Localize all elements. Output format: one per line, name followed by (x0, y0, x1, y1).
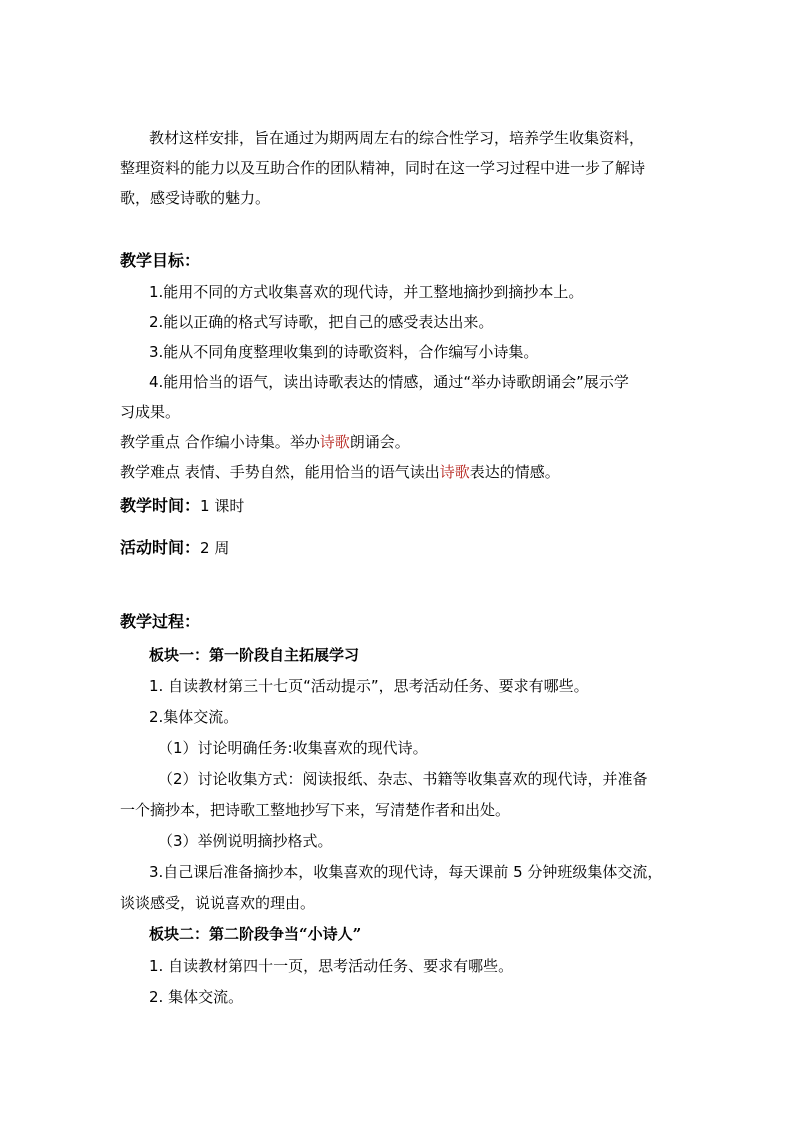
block1-step-1: 1. 自读教材第三十七页“活动提示”，思考活动任务、要求有哪些。 (149, 677, 589, 695)
goal-item-4-cont: 习成果。 (120, 403, 181, 421)
goal-item-4: 4.能用恰当的语气，读出诗歌表达的情感，通过“举办诗歌朗诵会”展示学 (149, 373, 629, 391)
activity-time (120, 538, 229, 558)
block2-step-1: 1. 自读教材第四十一页，思考活动任务、要求有哪些。 (149, 957, 514, 975)
block2-title: 板块二：第二阶段争当“小诗人” (149, 925, 362, 943)
intro-line-2: 整理资料的能力以及互助合作的团队精神，同时在这一学习过程中进一步了解诗 (120, 159, 646, 177)
teaching-key-points (120, 432, 410, 452)
block1-step-3-cont: 谈谈感受，说说喜欢的理由。 (120, 894, 316, 912)
activity-time-label: 活动时间： (120, 538, 201, 557)
block1-step-2-3: （3）举例说明摘抄格式。 (158, 832, 333, 850)
block1-step-3: 3.自己课后准备摘抄本，收集喜欢的现代诗，每天课前 5 分钟班级集体交流， (149, 863, 663, 881)
teaching-time (120, 496, 244, 516)
teaching-time-label: 教学时间： (120, 496, 201, 515)
goal-item-1: 1.能用不同的方式收集喜欢的现代诗，并工整地摘抄到摘抄本上。 (149, 283, 584, 301)
difficulty-highlight: 诗歌 (439, 463, 470, 481)
teaching-difficulty (120, 462, 560, 482)
block1-step-2: 2.集体交流。 (149, 708, 239, 726)
key-text-end: 朗诵会。 (349, 433, 410, 451)
block2-step-2: 2. 集体交流。 (149, 988, 244, 1006)
goal-item-2: 2.能以正确的格式写诗歌，把自己的感受表达出来。 (149, 313, 494, 331)
block1-step-2-2-cont: 一个摘抄本，把诗歌工整地抄写下来，写清楚作者和出处。 (120, 801, 511, 819)
intro-line-3: 歌，感受诗歌的魅力。 (120, 189, 271, 207)
difficulty-text-end: 表达的情感。 (469, 463, 560, 481)
block1-title: 板块一：第一阶段自主拓展学习 (149, 646, 360, 664)
activity-time-value: 2 周 (200, 539, 230, 557)
block1-step-2-1: （1）讨论明确任务:收集喜欢的现代诗。 (158, 739, 428, 757)
block1-step-2-2: （2）讨论收集方式：阅读报纸、杂志、书籍等收集喜欢的现代诗，并准备 (158, 770, 648, 788)
teaching-time-value: 1 课时 (200, 497, 245, 515)
process-heading: 教学过程： (120, 612, 201, 631)
difficulty-text: 教学难点 表情、手势自然，能用恰当的语气读出 (120, 463, 440, 481)
key-text: 教学重点 合作编小诗集。举办 (120, 433, 320, 451)
key-highlight: 诗歌 (319, 433, 350, 451)
goals-heading: 教学目标： (120, 251, 201, 270)
goal-item-3: 3.能从不同角度整理收集到的诗歌资料，合作编写小诗集。 (149, 343, 539, 361)
intro-line-1: 教材这样安排，旨在通过为期两周左右的综合性学习，培养学生收集资料， (149, 129, 645, 147)
